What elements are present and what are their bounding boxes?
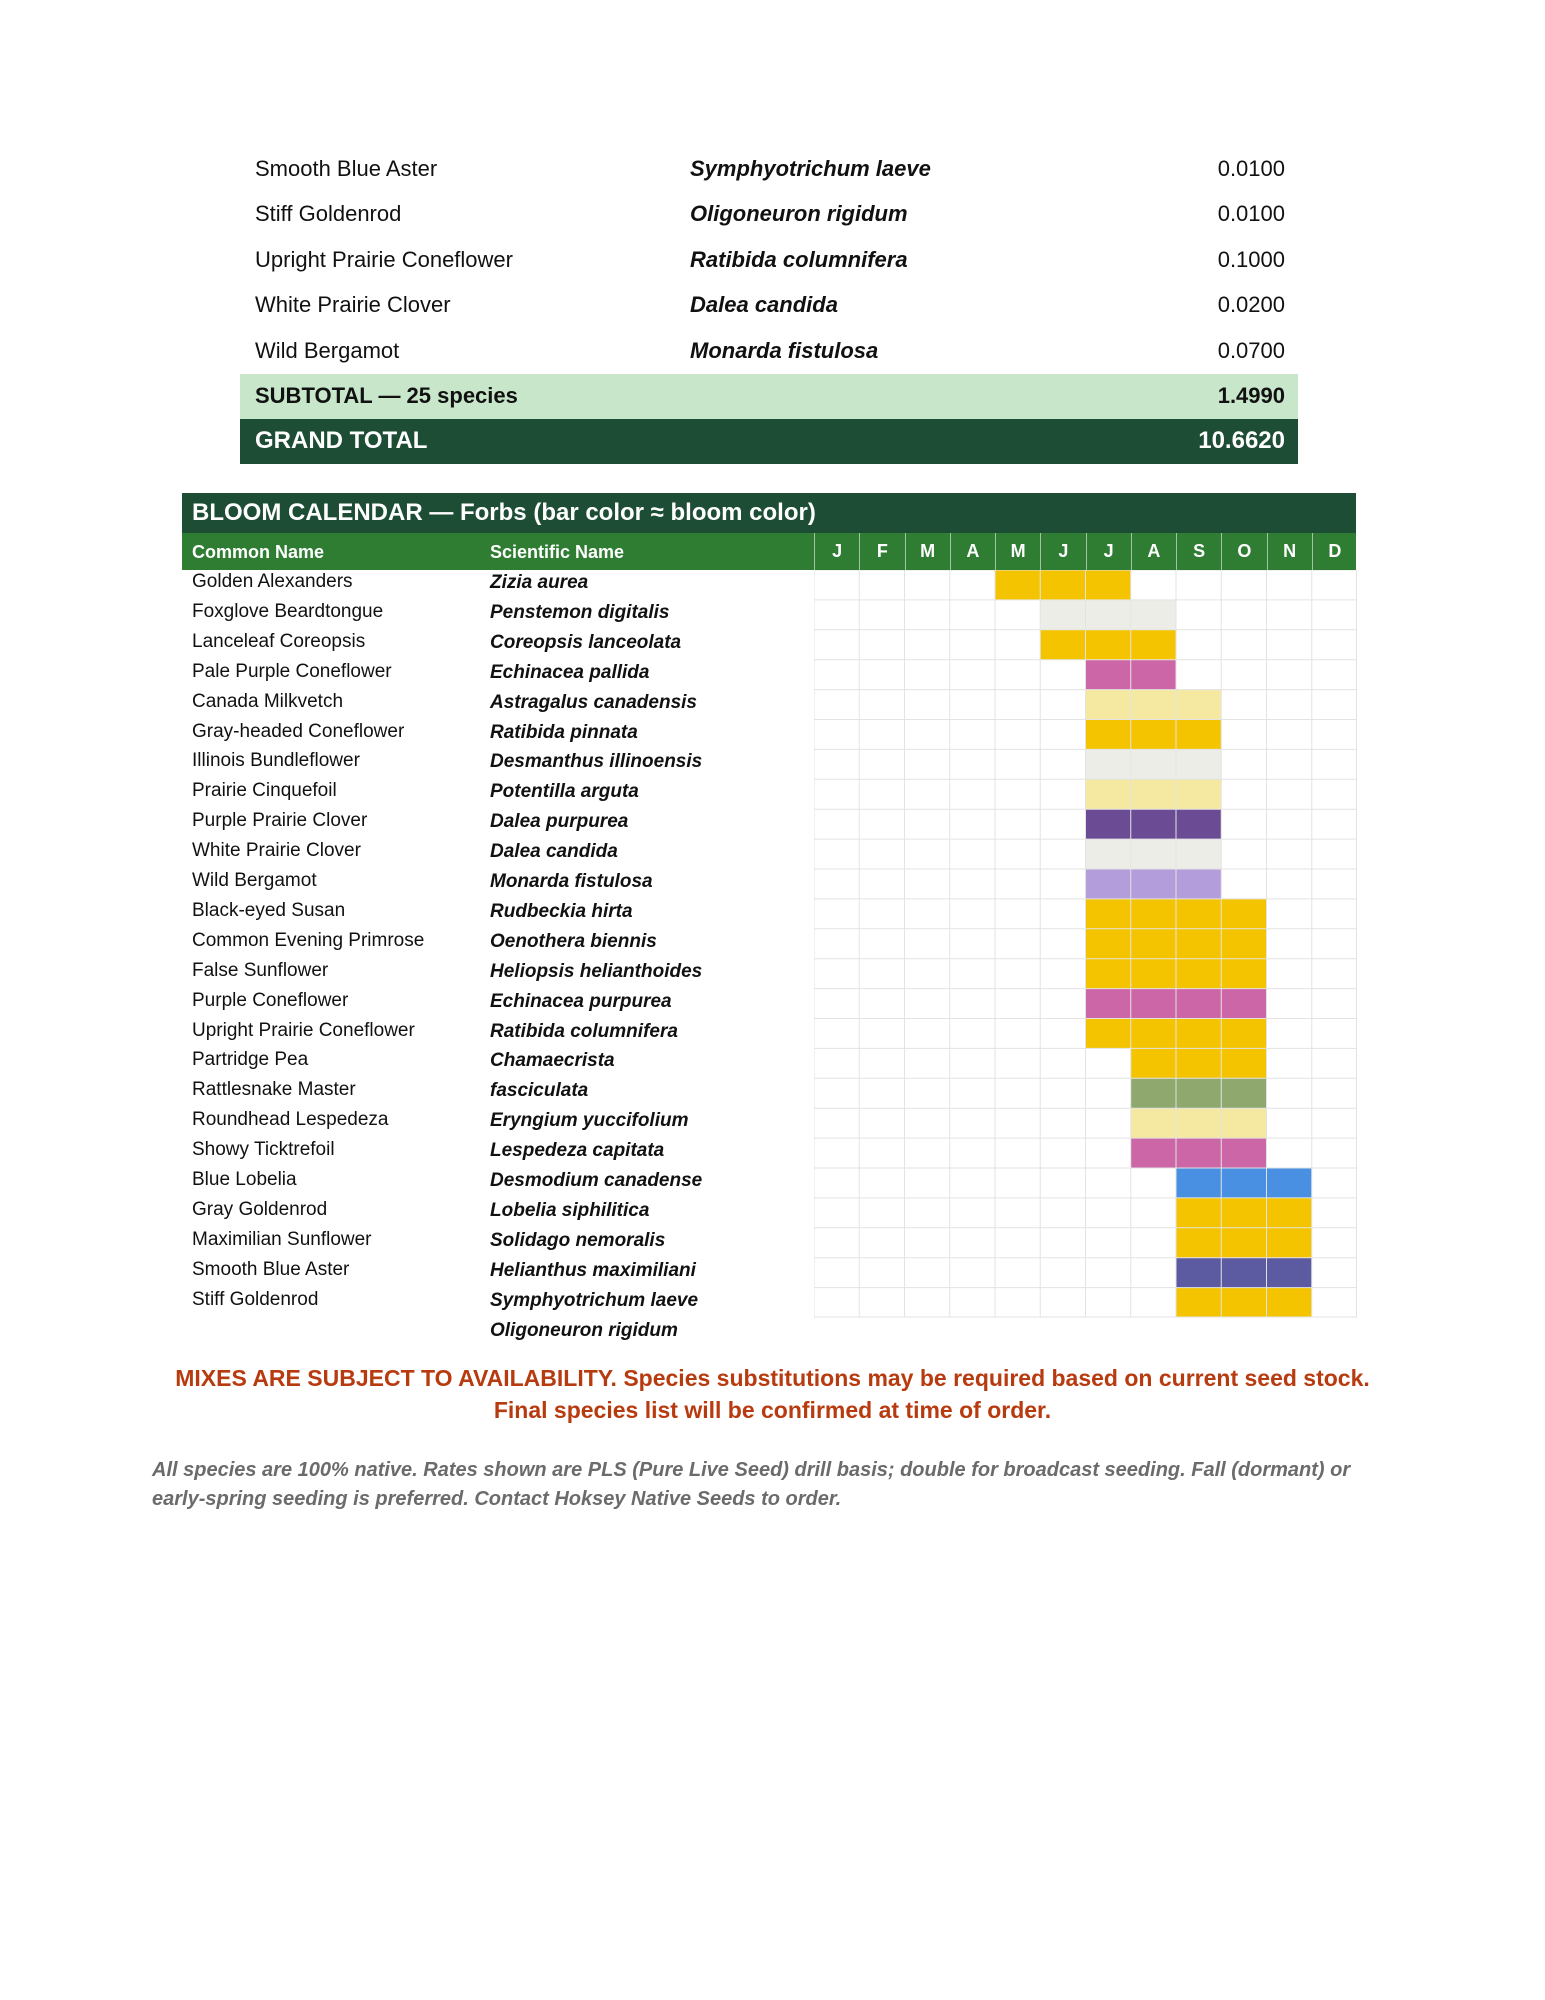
bloom-scientific-name: Lobelia siphilitica: [490, 1199, 650, 1221]
bloom-scientific-name: Chamaecrista: [490, 1050, 615, 1072]
bloom-common-name: Showy Ticktrefoil: [192, 1139, 335, 1161]
month-header: J: [814, 533, 859, 570]
bloom-bar: [1176, 1228, 1312, 1258]
bloom-scientific-name: Monarda fistulosa: [490, 871, 653, 892]
bloom-bar: [1086, 749, 1222, 779]
species-rate: 0.0700: [1217, 337, 1285, 363]
bloom-bar: [1086, 779, 1222, 809]
bloom-bar: [1131, 1138, 1267, 1168]
bloom-common-name: Partridge Pea: [192, 1049, 309, 1071]
bloom-scientific-name: Heliopsis helianthoides: [490, 960, 703, 982]
bloom-scientific-name: Echinacea pallida: [490, 661, 650, 683]
bloom-bar: [995, 570, 1131, 600]
bloom-common-name: Prairie Cinquefoil: [192, 780, 337, 802]
species-rate: 0.0100: [1217, 155, 1285, 181]
bloom-scientific-name: Solidago nemoralis: [490, 1229, 666, 1251]
month-header: F: [859, 533, 904, 570]
species-common-name: Wild Bergamot: [255, 337, 400, 363]
month-header: D: [1312, 533, 1357, 570]
species-common-name: Stiff Goldenrod: [255, 201, 402, 227]
month-header: J: [1086, 533, 1131, 570]
bloom-common-name: Lanceleaf Coreopsis: [192, 630, 366, 652]
bloom-grid: [814, 570, 1357, 1322]
subtotal-value: 1.4990: [1217, 383, 1285, 408]
month-header: O: [1221, 533, 1266, 570]
bloom-bar: [1176, 1198, 1312, 1228]
month-headers: [814, 533, 1357, 570]
bloom-common-name: Purple Coneflower: [192, 989, 349, 1011]
month-header: A: [1131, 533, 1176, 570]
month-header: M: [905, 533, 950, 570]
bloom-scientific-name: Penstemon digitalis: [490, 601, 670, 623]
species-scientific-name: Monarda fistulosa: [690, 337, 879, 363]
bloom-scientific-name: Potentilla arguta: [490, 781, 639, 803]
bloom-common-name: Foxglove Beardtongue: [192, 600, 384, 622]
bloom-scientific-name: Zizia aurea: [490, 572, 589, 593]
bloom-common-name: Common Evening Primrose: [192, 929, 425, 951]
bloom-common-name: Golden Alexanders: [192, 571, 353, 592]
bloom-scientific-name: Oligoneuron rigidum: [490, 1319, 678, 1341]
subtotal-label: SUBTOTAL — 25 species: [255, 383, 518, 408]
species-rate: 0.0100: [1217, 201, 1285, 227]
species-row: [240, 328, 1298, 374]
bloom-common-name: Gray Goldenrod: [192, 1198, 328, 1220]
bloom-bar: [1176, 1258, 1312, 1288]
bloom-scientific-name: Helianthus maximiliani: [490, 1259, 696, 1281]
bloom-common-name: Blue Lobelia: [192, 1169, 297, 1190]
bloom-scientific-name: Ratibida pinnata: [490, 721, 638, 743]
bloom-common-name: Purple Prairie Clover: [192, 810, 368, 832]
species-row: [240, 146, 1298, 192]
bloom-calendar: [182, 493, 1356, 1350]
bloom-scientific-name: Echinacea purpurea: [490, 990, 672, 1012]
subtotal-row: [240, 374, 1298, 419]
bloom-scientific-name: Desmodium canadense: [490, 1170, 703, 1191]
bloom-common-name: Canada Milkvetch: [192, 690, 344, 712]
species-scientific-name: Oligoneuron rigidum: [690, 201, 908, 227]
species-rate-table: [240, 146, 1298, 464]
bloom-bar: [1176, 1168, 1312, 1198]
bloom-scientific-name: Symphyotrichum laeve: [490, 1289, 699, 1311]
species-scientific-name: Symphyotrichum laeve: [690, 155, 931, 181]
bloom-bar: [1086, 839, 1222, 869]
bloom-scientific-name: Astragalus canadensis: [490, 691, 697, 713]
bloom-bar: [1131, 1078, 1267, 1108]
species-common-name: Upright Prairie Coneflower: [255, 246, 513, 272]
bloom-common-name: Black-eyed Susan: [192, 899, 346, 921]
bloom-bar: [1086, 809, 1222, 839]
bloom-bar: [1176, 1288, 1312, 1318]
species-rate: 0.1000: [1217, 246, 1285, 272]
bloom-common-name: Gray-headed Coneflower: [192, 720, 405, 742]
bloom-scientific-name: Rudbeckia hirta: [490, 900, 633, 922]
bloom-scientific-name: Dalea purpurea: [490, 811, 629, 833]
bloom-scientific-name: Coreopsis lanceolata: [490, 631, 682, 653]
footnote: All species are 100% native. Rates shown are PLS (Pure Live Seed) drill basis; double for broadcast seeding. Fall (dormant) or early-spring seeding is preferred. Contact Hoksey Native Seeds to order.: [152, 1459, 1351, 1510]
species-row: [240, 237, 1298, 283]
bloom-scientific-name: Oenothera biennis: [490, 930, 657, 952]
bloom-common-name: Illinois Bundleflower: [192, 750, 360, 772]
bloom-scientific-name: Lespedeza capitata: [490, 1140, 665, 1162]
bloom-bar: [1086, 690, 1222, 720]
bloom-scientific-name: Desmanthus illinoensis: [490, 751, 703, 773]
bloom-bar: [1131, 1108, 1267, 1138]
grand-total-label: GRAND TOTAL: [255, 427, 428, 454]
species-rows: [240, 146, 1298, 374]
month-header: S: [1176, 533, 1221, 570]
bloom-bar: [1086, 720, 1222, 750]
bloom-common-name: Stiff Goldenrod: [192, 1288, 319, 1310]
bloom-calendar-header: [182, 533, 1356, 570]
month-header: N: [1267, 533, 1312, 570]
month-header: J: [1040, 533, 1085, 570]
bloom-common-name: Rattlesnake Master: [192, 1079, 356, 1101]
bloom-bar: [1040, 600, 1176, 630]
column-header-common-name: Common Name: [192, 542, 325, 562]
availability-notice: MIXES ARE SUBJECT TO AVAILABILITY. Species substitutions may be required based on current seed stock. Final species list will be confirmed at time of order.: [175, 1365, 1370, 1423]
bloom-common-name: False Sunflower: [192, 959, 329, 981]
bloom-bar: [1040, 630, 1176, 660]
species-row: [240, 192, 1298, 238]
species-scientific-name: Ratibida columnifera: [690, 246, 908, 272]
bloom-common-name: Pale Purple Coneflower: [192, 660, 392, 682]
bloom-common-name: Maximilian Sunflower: [192, 1228, 372, 1250]
grand-total-value: 10.6620: [1198, 427, 1285, 454]
bloom-common-name: Smooth Blue Aster: [192, 1258, 350, 1280]
bloom-common-name: Wild Bergamot: [192, 870, 317, 891]
bloom-calendar-title: BLOOM CALENDAR — Forbs (bar color ≈ bloom color): [182, 493, 1356, 533]
grand-total-row: [240, 419, 1298, 464]
bloom-common-name: White Prairie Clover: [192, 840, 361, 862]
bloom-calendar-body: [182, 570, 1356, 1350]
species-common-name: White Prairie Clover: [255, 292, 451, 318]
species-common-name: Smooth Blue Aster: [255, 155, 438, 181]
species-scientific-name: Dalea candida: [690, 292, 838, 318]
species-row: [240, 283, 1298, 329]
month-header: M: [995, 533, 1040, 570]
bloom-scientific-name: Eryngium yuccifolium: [490, 1110, 689, 1132]
bloom-common-name: Upright Prairie Coneflower: [192, 1019, 415, 1041]
bloom-scientific-name: Dalea candida: [490, 841, 618, 863]
species-rate: 0.0200: [1217, 292, 1285, 318]
column-header-scientific-name: Scientific Name: [490, 542, 625, 562]
bloom-bar: [1086, 869, 1222, 899]
bloom-bar: [1131, 1048, 1267, 1078]
bloom-scientific-name: Ratibida columnifera: [490, 1020, 678, 1042]
bloom-common-name: Roundhead Lespedeza: [192, 1109, 389, 1131]
bloom-scientific-name: fasciculata: [490, 1080, 589, 1102]
month-header: A: [950, 533, 995, 570]
